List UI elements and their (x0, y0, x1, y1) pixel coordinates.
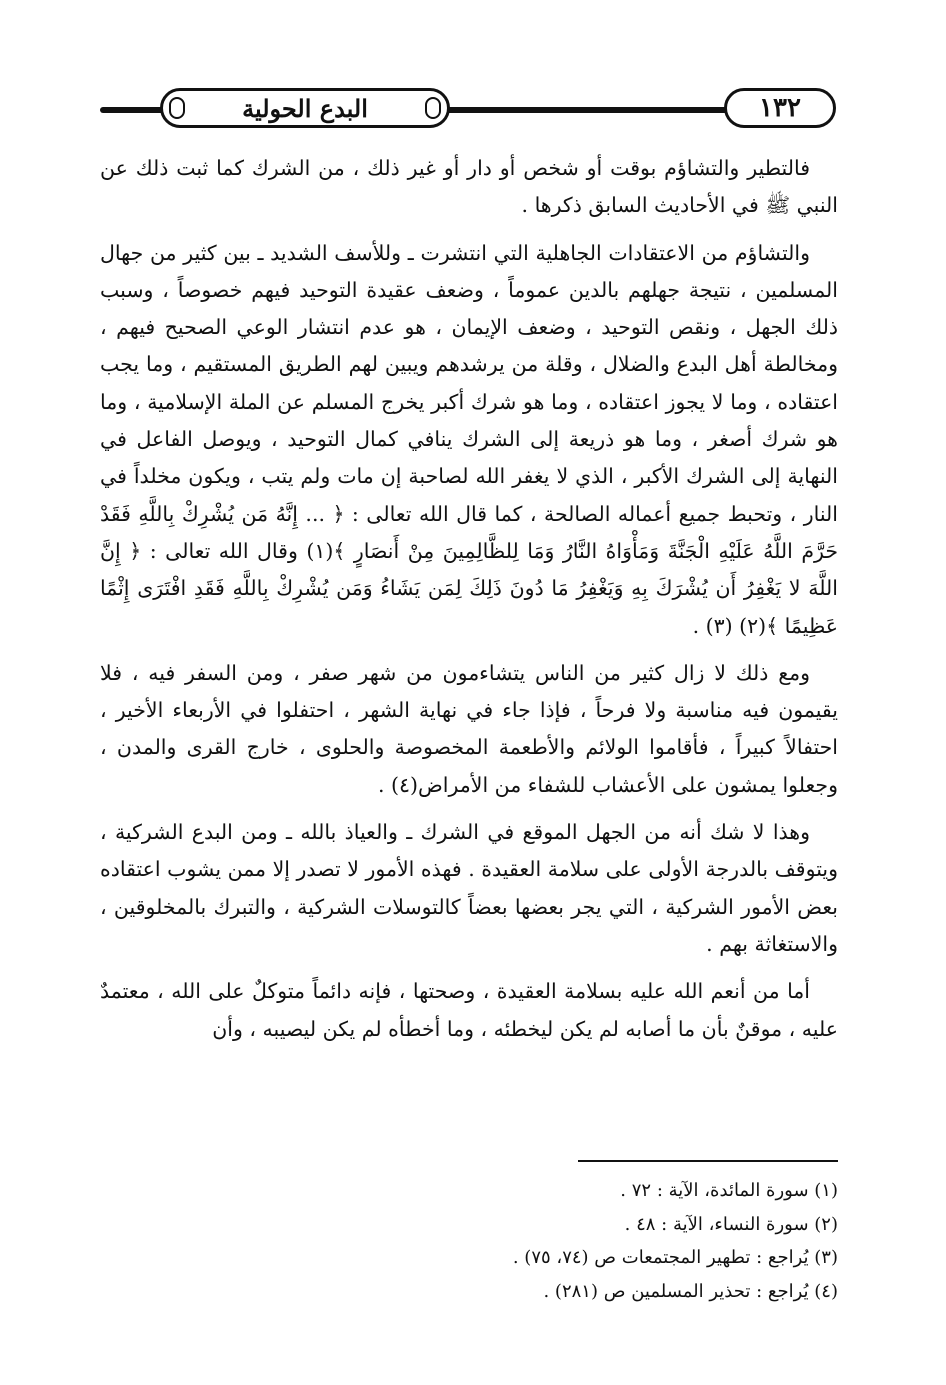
footnote: (١) سورة المائدة، الآية : ٧٢ . (620, 1180, 838, 1201)
page-number: ١٣٢ (759, 93, 801, 123)
book-title-cartouche (160, 88, 450, 128)
footnote: (٤) يُراجع : تحذير المسلمين ص (٢٨١) . (543, 1280, 838, 1302)
page-header (100, 88, 836, 132)
body-text (100, 150, 838, 1058)
paragraph: والتشاؤم من الاعتقادات الجاهلية التي انتشرت ـ وللأسف الشديد ـ بين كثير من جهال المسلمين ، نتيجة جهلهم بالدين عموماً ، وضعف عقيدة التوحيد فيهم خصوصاً ، وسبب ذلك الجهل ، ونقص التوحيد ، وضعف الإيمان ، هو عدم انتشار الوعي الصحيح فيهم ، ومخالطة أهل البدع والضلال ، وقلة من يرشدهم ويبين لهم الطريق المستقيم ، وما يجب اعتقاده ، وما لا يجوز اعتقاده ، وما هو شرك أكبر يخرج المسلم عن الملة الإسلامية ، وما هو شرك أصغر ، وما هو ذريعة إلى الشرك ينافي كمال التوحيد ، ويوصل الفاعل في النهاية إلى الشرك الأكبر ، الذي لا يغفر الله لصاحبة إن مات ولم يتب ، ويكون مخلداً في النار ، وتحبط جميع أعماله الصالحة ، كما قال الله تعالى : ﴿ ... إِنَّهُ مَن يُشْرِكْ بِاللَّهِ فَقَدْ حَرَّمَ اللَّهُ عَلَيْهِ الْجَنَّةَ وَمَأْوَاهُ النَّارُ وَمَا لِلظَّالِمِينَ مِنْ أَنصَارٍ ﴾(١) وقال الله تعالى : ﴿ إِنَّ اللَّهَ لا يَغْفِرُ أَن يُشْرَكَ بِهِ وَيَغْفِرُ مَا دُونَ ذَلِكَ لِمَن يَشَاءُ وَمَن يُشْرِكْ بِاللَّهِ فَقَدِ افْتَرَى إِثْمًا عَظِيمًا ﴾(٢) (٣) . (100, 240, 839, 638)
footnote: (٣) يُراجع : تطهير المجتمعات ص (٧٤، ٧٥) . (512, 1247, 838, 1268)
header-rule-left (100, 107, 166, 113)
paragraph: ومع ذلك لا زال كثير من الناس يتشاءمون من شهر صفر ، ومن السفر فيه ، فلا يقيمون فيه مناسبة ولا فرحاً ، فإذا جاء في نهاية الشهر ، احتفلوا في الأربعاء الأخير ، احتفالاً كبيراً ، فأقاموا الولائم والأطعمة المخصوصة والحلوى ، خارج القرى والمدن ، وجعلوا يمشون على الأعشاب للشفاء من الأمراض(٤) . (100, 660, 838, 797)
footnote: (٢) سورة النساء، الآية : ٤٨ . (624, 1213, 838, 1235)
paragraph: وهذا لا شك أنه من الجهل الموقع في الشرك ـ والعياذ بالله ـ ومن البدع الشركية ، ويتوقف بالدرجة الأولى على سلامة العقيدة . فهذه الأمور لا تصدر إلا ممن يشوب اعتقاده بعض الأمور الشركية ، التي يجر بعضها بعضاً كالتوسلات الشركية ، والتبرك بالمخلوقين ، والاستغاثة بهم . (100, 820, 838, 956)
paragraph: أما من أنعم الله عليه بسلامة العقيدة ، وصحتها ، فإنه دائماً متوكلٌ على الله ، معتمدٌ عليه ، موقنٌ بأن ما أصابه لم يكن ليخطئه ، وما أخطأه لم يكن ليصيبه ، وأن (100, 979, 838, 1041)
footnote-separator (578, 1160, 838, 1162)
footnotes (238, 1174, 838, 1308)
book-title: البدع الحولية (242, 93, 368, 123)
page-number-cartouche (724, 88, 836, 128)
paragraph: فالتطير والتشاؤم بوقت أو شخص أو دار أو غير ذلك ، من الشرك كما ثبت ذلك عن النبي ﷺ في الأحاديث السابق ذكرها . (100, 156, 838, 218)
